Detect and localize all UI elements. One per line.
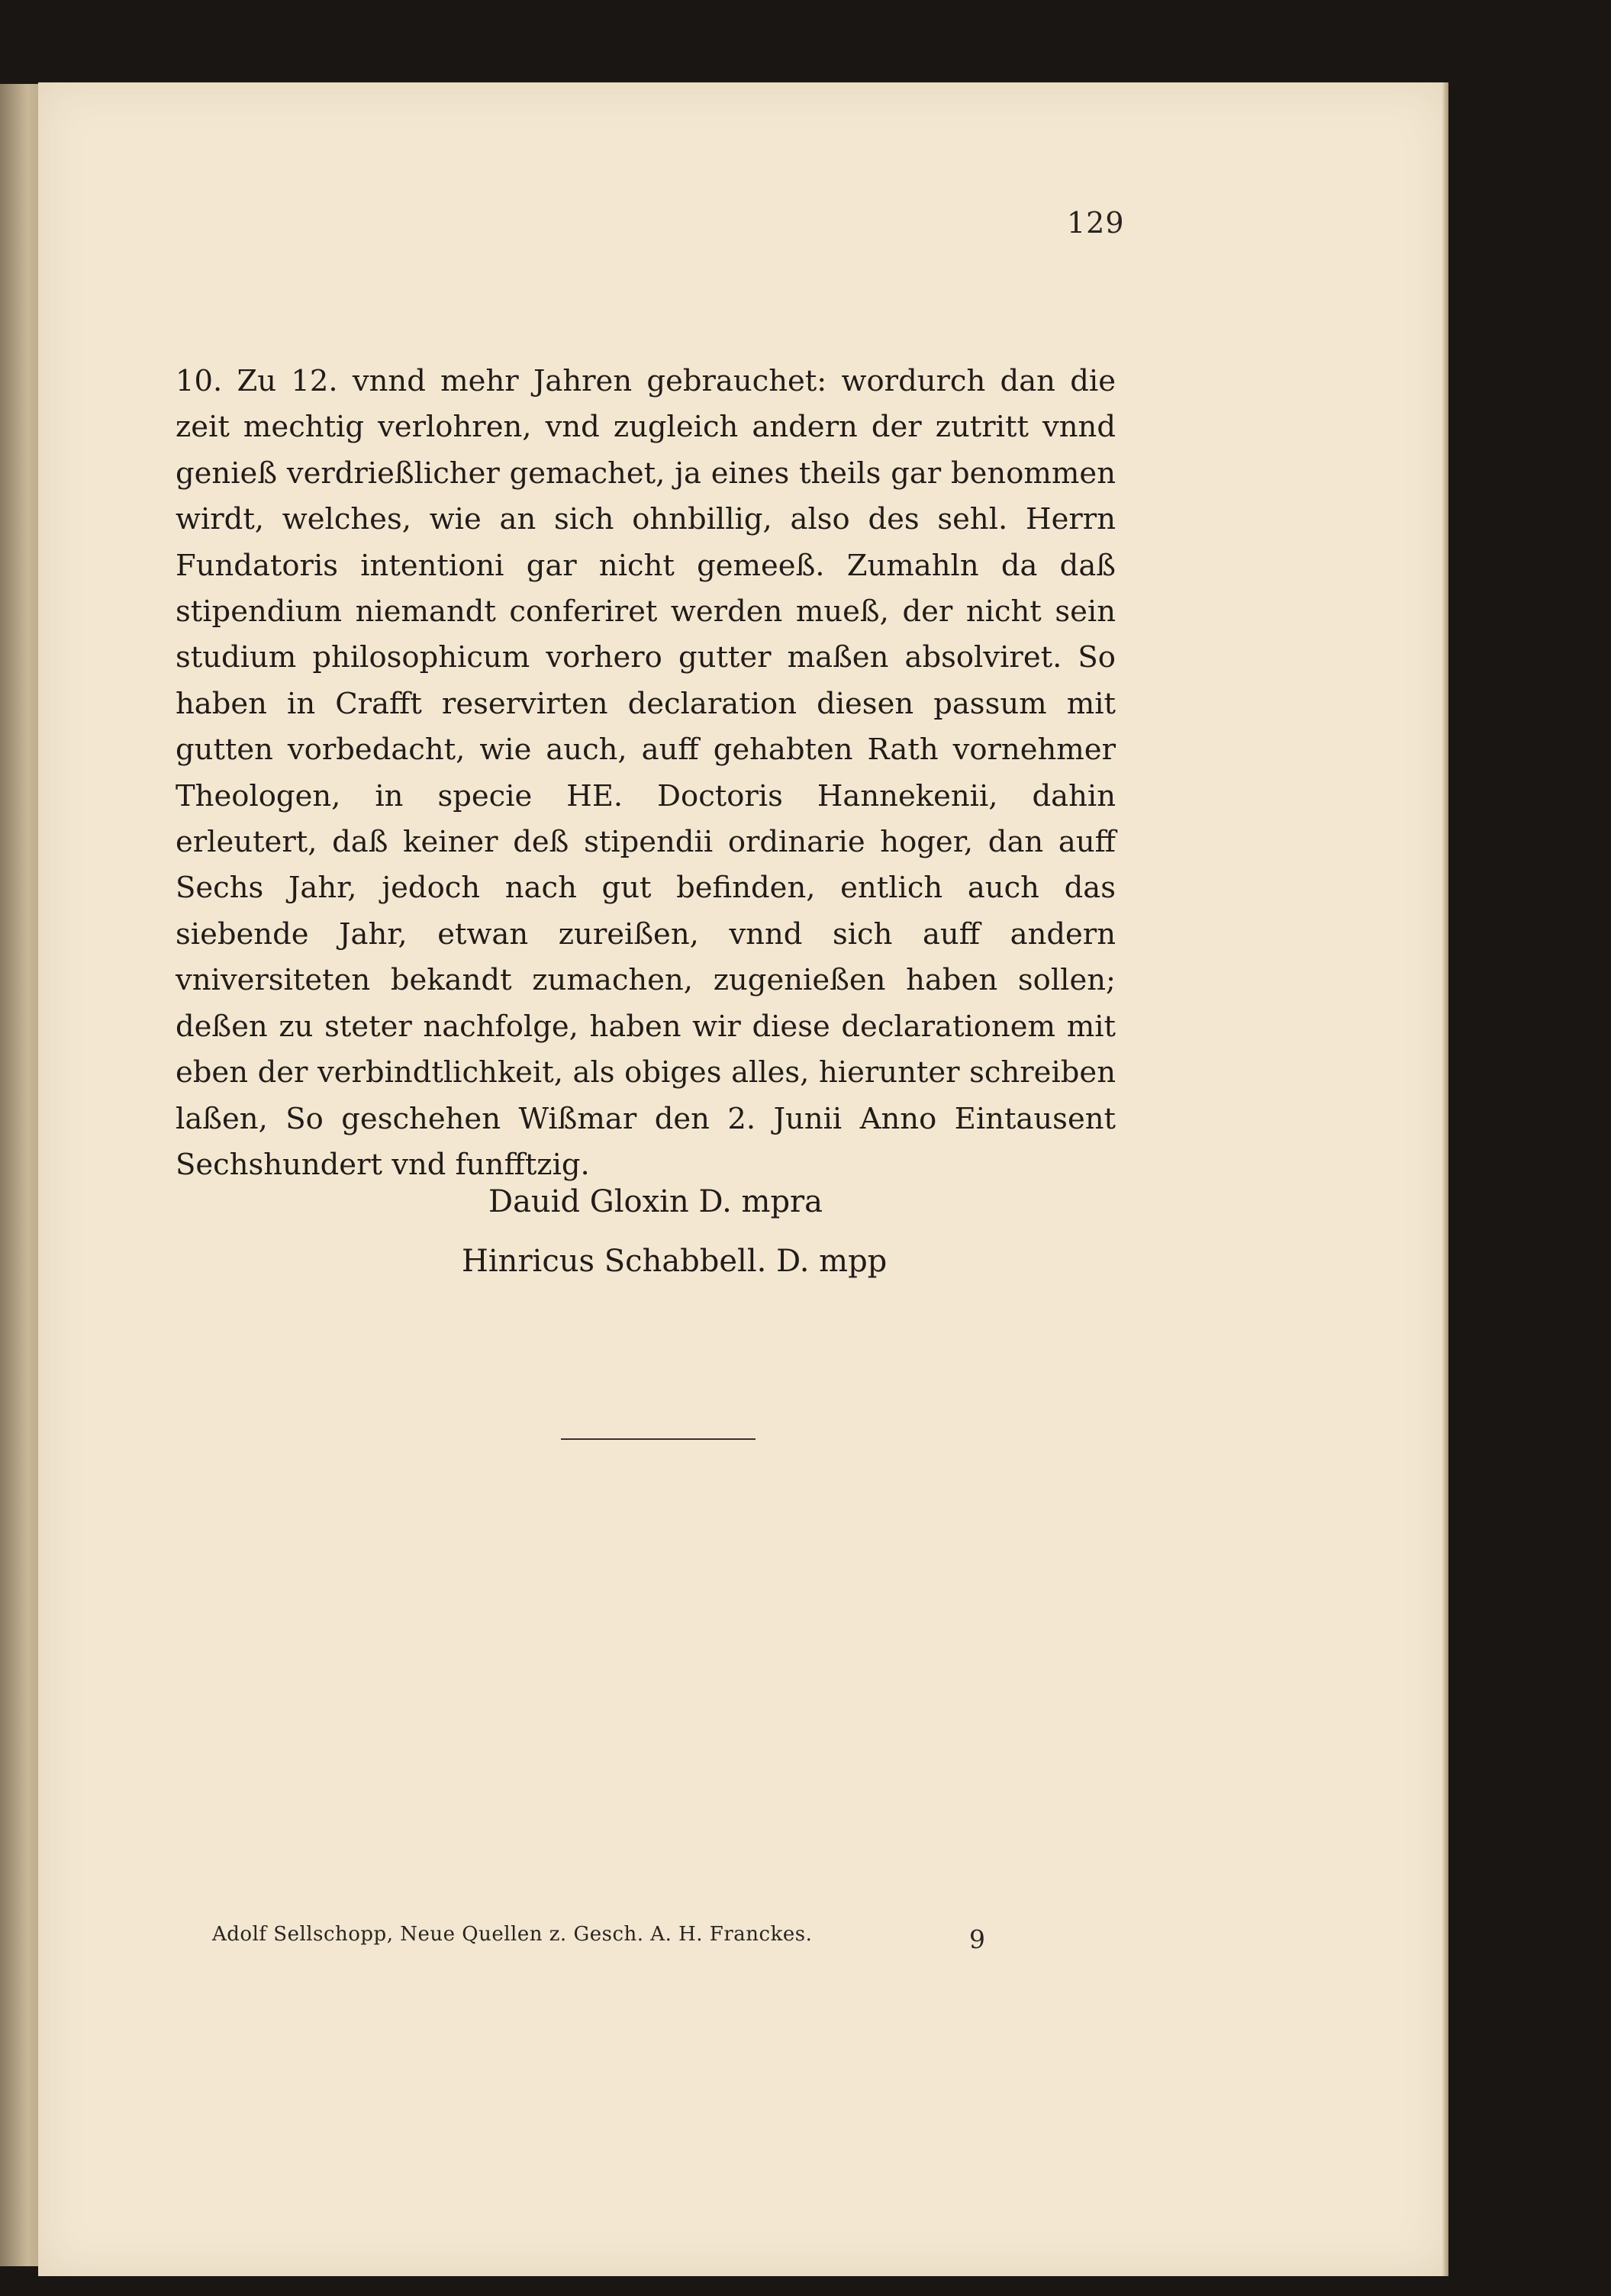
footer-source-line: Adolf Sellschopp, Neue Quellen z. Gesch. A. H. Franckes. (212, 1923, 813, 1946)
section-divider (561, 1438, 756, 1440)
page-edge-shadow (1442, 82, 1448, 2276)
signature-schabbell: Hinricus Schabbell. D. mpp (462, 1244, 888, 1279)
signature-gloxin: Dauid Gloxin D. mpra (488, 1184, 823, 1219)
body-text (176, 359, 1116, 1188)
page-number: 129 (1067, 206, 1125, 240)
footer-signature-mark: 9 (969, 1924, 985, 1954)
body-paragraph: 10. Zu 12. vnnd mehr Jahren gebrauchet: wordurch dan die zeit mechtig verlohren, vnd zugleich andern der zutritt vnnd genieß verdrießlicher gemachet, ja eines theils gar benommen wirdt, welches, wie an sich ohnbillig, also des sehl. Herrn Fundatoris intentioni gar nicht gemeeß. Zumahln da daß stipendium niemandt conferiret werden mueß, der nicht sein studium philosophicum vorhero gutter maßen absolviret. So haben in Crafft reservirten declaration diesen passum mit gutten vorbedacht, wie auch, auff gehabten Rath vornehmer Theologen, in specie HE. Doctoris Hannekenii, dahin erleutert, daß keiner deß stipendii ordinarie hoger, dan auff Sechs Jahr, jedoch nach gut befinden, entlich auch das siebende Jahr, etwan zureißen, vnnd sich auff andern vniversiteten bekandt zumachen, zugenießen haben sollen; deßen zu steter nachfolge, haben wir diese declarationem mit eben der verbindtlichkeit, als obiges alles, hierunter schreiben laßen, So geschehen Wißmar den 2. Junii Anno Eintausent Sechshundert vnd funfftzig. (176, 364, 1116, 1182)
